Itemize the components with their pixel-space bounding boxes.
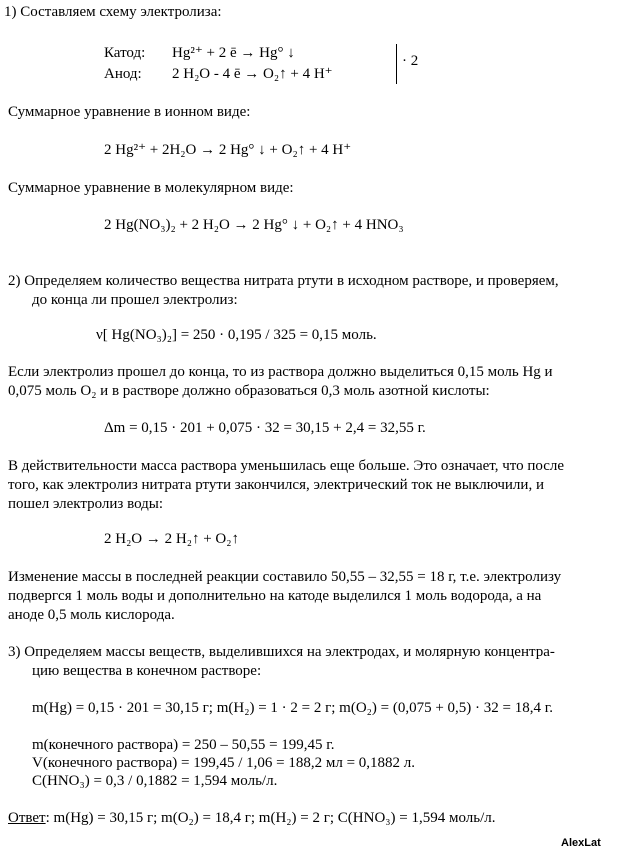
masses-equation: m(Hg) = 0,15 · 201 = 30,15 г; m(H₂) = 1 · 2 = 2 г; m(O₂) = (0,075 + 0,5) · 32 = 18,4 г. (32, 700, 553, 716)
anode-label: Анод: (104, 66, 142, 82)
final-mass: m(конечного раствора) = 250 – 50,55 = 199,45 г. (32, 737, 335, 753)
section3-heading-line1: 3) Определяем массы веществ, выделившихся на электродах, и молярную концентра- (8, 644, 555, 660)
answer-label: Ответ (8, 810, 46, 826)
answer-line (8, 810, 496, 827)
ionic-equation: 2 Hg²⁺ + 2H₂O → 2 Hg° ↓ + O₂↑ + 4 H⁺ (104, 142, 352, 158)
para1-line1: Если электролиз прошел до конца, то из раствора должно выделиться 0,15 моль Hg и (8, 364, 553, 380)
signature: AlexLat (561, 837, 601, 849)
molecular-label: Суммарное уравнение в молекулярном виде: (8, 180, 294, 196)
final-volume: V(конечного раствора) = 199,45 / 1,06 = 188,2 мл = 0,1882 л. (32, 755, 416, 771)
para3-line2: подвергся 1 моль воды и дополнительно на катоде выделился 1 моль водорода, а на (8, 588, 542, 604)
multiplier: · 2 (402, 53, 419, 69)
section2-heading-line2: до конца ли прошел электролиз: (32, 292, 238, 308)
concentration: C(HNO₃) = 0,3 / 0,1882 = 1,594 моль/л. (32, 773, 278, 789)
cathode-label: Катод: (104, 45, 146, 61)
multiplier-divider (396, 44, 397, 84)
para2-line2: того, как электролиз нитрата ртути закончился, электрический ток не выключили, и (8, 477, 544, 493)
ionic-label: Суммарное уравнение в ионном виде: (8, 104, 251, 120)
section3-heading-line2: цию вещества в конечном растворе: (32, 663, 262, 679)
dm-equation: Δm = 0,15 · 201 + 0,075 · 32 = 30,15 + 2,4 = 32,55 г. (104, 420, 426, 436)
para3-line1: Изменение массы в последней реакции составило 50,55 – 32,55 = 18 г, т.е. электролизу (8, 569, 562, 585)
para1-line2: 0,075 моль O₂ и в растворе должно образоваться 0,3 моль азотной кислоты: (8, 383, 490, 399)
anode-equation: 2 H₂O - 4 ē → O₂↑ + 4 H⁺ (172, 66, 333, 82)
section2-heading-line1: 2) Определяем количество вещества нитрата ртути в исходном растворе, и проверяем, (8, 273, 559, 289)
para3-line3: аноде 0,5 моль кислорода. (8, 607, 175, 623)
section1-heading: 1) Составляем схему электролиза: (4, 4, 222, 20)
nu-equation: ν[ Hg(NO₃)₂] = 250 · 0,195 / 325 = 0,15 моль. (96, 327, 377, 343)
answer-text: : m(Hg) = 30,15 г; m(O₂) = 18,4 г; m(H₂) = 2 г; C(HNO₃) = 1,594 моль/л. (45, 810, 496, 826)
molecular-equation: 2 Hg(NO₃)₂ + 2 H₂O → 2 Hg° ↓ + O₂↑ + 4 HNO₃ (104, 217, 404, 233)
para2-line3: пошел электролиз воды: (8, 496, 164, 512)
cathode-equation: Hg²⁺ + 2 ē → Hg° ↓ (172, 45, 295, 61)
water-equation: 2 H₂O → 2 H₂↑ + O₂↑ (104, 531, 239, 547)
para2-line1: В действительности масса раствора уменьшилась еще больше. Это означает, что после (8, 458, 565, 474)
